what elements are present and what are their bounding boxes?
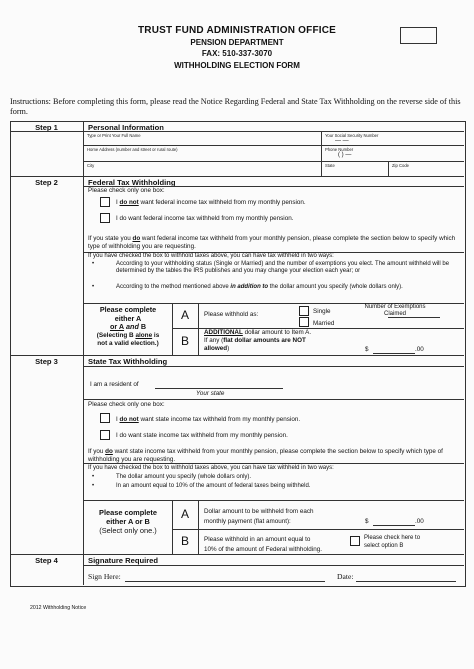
step3-label: Step 3 (35, 357, 58, 366)
fed-note: If you state you do want federal income tax withheld from your monthly pension, please complete the section below to specify which type of withholding you are requesting. (88, 235, 456, 250)
step2-title: Federal Tax Withholding (88, 178, 176, 187)
state-option-a-text: Dollar amount to be withheld from each monthly payment (flat amount): (204, 508, 314, 525)
bullet-icon: • (92, 261, 95, 267)
fed-bullet-1: According to your withholding status (Single or Married) and the number of exemptions you elect. The amount withheld will be determined by the tables the IRS publishes and you may change your election each year; or (116, 261, 450, 275)
exemptions-field[interactable] (388, 317, 440, 318)
state-two-ways: If you have checked the box to withhold taxes above, you can have tax withheld in two ways: (88, 465, 334, 471)
step-column (10, 121, 84, 585)
state-option-b-checkbox[interactable] (350, 536, 360, 546)
married-label: Married (313, 320, 335, 327)
state-option-b-text: Please withhold in an amount equal to 10% of the amount of Federal withholding. (204, 536, 322, 553)
state-yes-checkbox[interactable] (100, 430, 110, 440)
state-option-b-letter: B (180, 534, 189, 548)
full-name-label: Type or Print Your Full Name (87, 133, 141, 138)
state-no-checkbox[interactable] (100, 413, 110, 423)
fed-no-checkbox[interactable] (100, 197, 110, 207)
state-field[interactable] (324, 166, 386, 174)
full-name-field[interactable] (85, 135, 318, 144)
ssn-label: Your Social Security Number (325, 133, 379, 138)
state-check-one: Please check only one box: (88, 401, 165, 408)
your-state-caption: Your state (196, 390, 225, 397)
resident-label: I am a resident of (90, 381, 139, 388)
fed-yes-checkbox[interactable] (100, 213, 110, 223)
signature-field[interactable] (125, 581, 325, 582)
fed-cents: .00 (415, 346, 424, 353)
bullet-icon: • (92, 483, 95, 489)
instructions: Instructions: Before completing this form, please read the Notice Regarding Federal and State Tax Withholding on the reverse side of this form. (10, 97, 461, 116)
home-address-field[interactable] (85, 150, 318, 159)
step1-label: Step 1 (35, 123, 58, 132)
step2-label: Step 2 (35, 178, 58, 187)
ssn-field[interactable]: — — (335, 138, 349, 144)
additional-amount-label: ADDITIONAL dollar amount to Item A. If any (flat dollar amounts are NOT allowed) (204, 329, 312, 352)
phone-label: Phone Number (325, 147, 354, 152)
state-cents: .00 (415, 518, 424, 525)
fed-two-ways: If you have checked the box to withhold taxes above, you can have tax withheld in two ways: (88, 253, 334, 259)
fed-option-a-letter: A (180, 308, 189, 322)
fed-dollar-sign: $ (365, 346, 369, 353)
state-flat-amount-field[interactable] (373, 525, 415, 526)
step1-title: Personal Information (88, 123, 164, 132)
form-name: WITHHOLDING ELECTION FORM (174, 61, 300, 70)
state-note: If you do want state income tax withheld from your monthly pension, please complete the section below to specify which type of withholding you are requesting. (88, 448, 443, 463)
date-field[interactable] (356, 581, 456, 582)
exemptions-label: Number of Exemptions Claimed (364, 304, 426, 318)
state-option-b-check-label: Please check here to select option B (364, 535, 421, 549)
zip-label: Zip Code (392, 163, 409, 168)
city-field[interactable] (85, 166, 318, 174)
footer-note: 2012 Withholding Notice (30, 605, 87, 611)
fed-check-one: Please check only one box: (88, 187, 165, 194)
step3-title: State Tax Withholding (88, 357, 168, 366)
state-bullet-1: The dollar amount you specify (whole dollars only). (116, 474, 252, 480)
state-bullet-2: In an amount equal to 10% of the amount of federal taxes being withheld. (116, 483, 311, 489)
address-label: Home Address (number and street or rural route) (87, 147, 178, 152)
state-option-a-letter: A (180, 507, 189, 521)
bullet-icon: • (92, 284, 95, 290)
state-dollar-sign: $ (365, 518, 369, 525)
single-checkbox[interactable] (299, 306, 309, 316)
date-label: Date: (337, 572, 354, 581)
phone-field[interactable]: ( ) — (338, 152, 352, 158)
city-label: City (87, 163, 95, 168)
state-yes-option: I do want state income tax withheld from my monthly pension. (116, 432, 288, 439)
fed-bullet-2: According to the method mentioned above in addition to the dollar amount you specify (whole dollars only). (116, 284, 403, 290)
office-title: TRUST FUND ADMINISTRATION OFFICE (137, 25, 337, 36)
fed-no-option: I do not want federal income tax withheld from my monthly pension. (116, 199, 306, 206)
resident-state-field[interactable] (155, 388, 283, 389)
single-label: Single (313, 308, 331, 315)
zip-field[interactable] (391, 166, 461, 174)
state-no-option: I do not want state income tax withheld from my monthly pension. (116, 416, 301, 423)
fax-number: FAX: 510-337-3070 (201, 49, 273, 58)
bullet-icon: • (92, 474, 95, 480)
withhold-as-label: Please withhold as: (204, 311, 259, 318)
department-name: PENSION DEPARTMENT (190, 38, 284, 47)
fed-complete-note: Please complete either A or A and B (Selecting B alone is not a valid election.) (96, 305, 160, 348)
state-complete-note: Please complete either A or B (Select only one.) (99, 508, 157, 535)
fed-additional-amount-field[interactable] (373, 353, 415, 354)
fed-yes-option: I do want federal income tax withheld from my monthly pension. (116, 215, 294, 222)
sign-here-label: Sign Here: (88, 572, 121, 581)
married-checkbox[interactable] (299, 317, 309, 327)
step4-title: Signature Required (88, 556, 159, 565)
state-label: State (325, 163, 335, 168)
fed-option-b-letter: B (180, 334, 189, 348)
step4-label: Step 4 (35, 556, 58, 565)
